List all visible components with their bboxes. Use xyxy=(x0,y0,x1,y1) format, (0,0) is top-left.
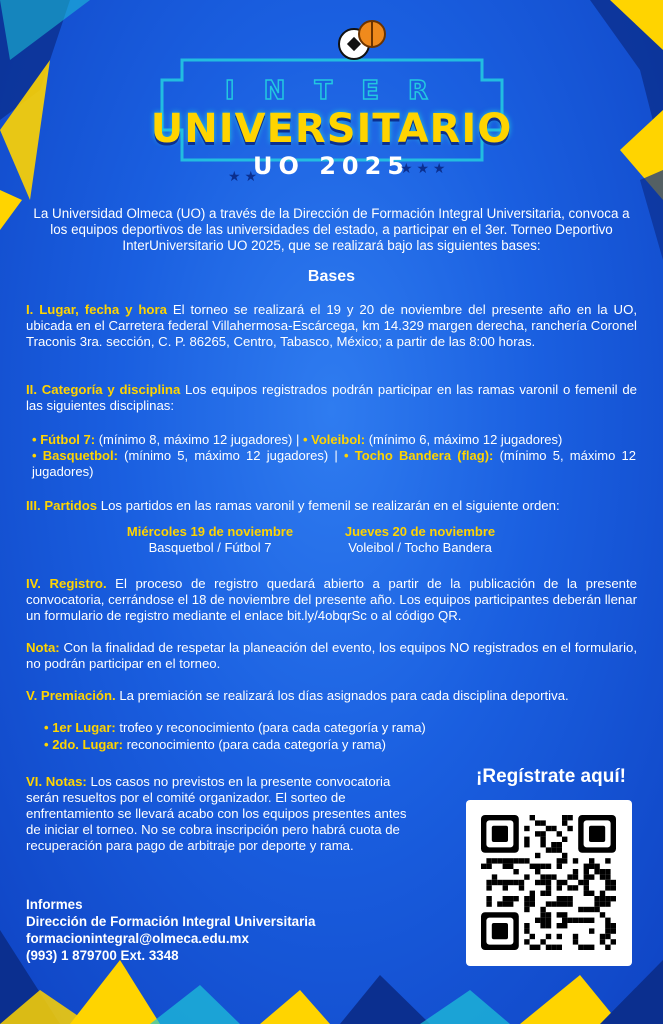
qr-code-image xyxy=(466,800,632,966)
basquet-label: Basquetbol: xyxy=(42,448,118,463)
section-nota-text: Con la finalidad de respetar la planeación del evento, los equipos NO registrados en el formulario, no podrán participar en el torneo. xyxy=(26,640,637,671)
logo-title: UNIVERSITARIO xyxy=(150,106,513,152)
section-premiacion-text: La premiación se realizará los días asignados para cada disciplina deportiva. xyxy=(115,688,569,703)
contact-title: Informes xyxy=(26,897,83,912)
registration-qr-code[interactable] xyxy=(466,800,632,966)
tocho-label: Tocho Bandera (flag): xyxy=(354,448,494,463)
section-categoria-text: Los equipos registrados podrán participar en las ramas varonil o femenil de las siguientes disciplinas: xyxy=(26,382,637,413)
schedule-day-1-sports: Basquetbol / Fútbol 7 xyxy=(148,540,272,555)
section-nota-label: Nota: xyxy=(26,640,60,655)
star-icon: ★ ★ xyxy=(228,168,257,184)
section-registro-label: IV. Registro. xyxy=(26,576,107,591)
voleibol-label: Voleibol: xyxy=(311,432,366,447)
logo-inter: I N T E R xyxy=(224,76,439,106)
futbol-label: Fútbol 7: xyxy=(40,432,96,447)
section-lugar xyxy=(26,302,637,350)
disciplines-row-1: • Fútbol 7: (mínimo 8, máximo 12 jugadores) | • Voleibol: (mínimo 6, máximo 12 jugadores) xyxy=(32,432,563,447)
prize-item-2: • 2do. Lugar: reconocimiento (para cada categoría y rama) xyxy=(44,737,386,752)
section-nota xyxy=(26,640,637,672)
prize-item-1: • 1er Lugar: trofeo y reconocimiento (para cada categoría y rama) xyxy=(44,720,426,735)
contact-block xyxy=(26,896,315,964)
section-categoria-label: II. Categoría y disciplina xyxy=(26,382,181,397)
section-partidos xyxy=(26,498,637,514)
separator: | xyxy=(334,448,338,463)
section-notas-text: Los casos no previstos en la presente convocatoria serán resueltos por el comité organizador. El sorteo de enfrentamiento se llevará acabo con los equipos presentes antes de iniciar el torneo. No se cobra inscripción pero habrá cuota de recuperación para pago de arbitraje por deporte y rama. xyxy=(26,774,407,853)
section-premiacion xyxy=(26,688,637,704)
section-partidos-label: III. Partidos xyxy=(26,498,98,513)
contact-dept: Dirección de Formación Integral Universitaria xyxy=(26,914,316,929)
bases-title: Bases xyxy=(307,268,356,285)
section-registro-text: El proceso de registro quedará abierto a partir de la publicación de la presente convocatoria, cerrándose el 18 de noviembre del presente año. Los equipos participantes deberán llenar un formulario de registro mediante el enlace bit.ly/4obqrSc o al código QR. xyxy=(26,576,637,623)
contact-phone: (993) 1 879700 Ext. 3348 xyxy=(26,948,179,963)
schedule-day-2 xyxy=(330,524,510,556)
section-registro xyxy=(26,576,637,624)
section-partidos-text: Los partidos en las ramas varonil y femenil se realizarán en el siguiente orden: xyxy=(97,498,560,513)
disciplines-row-2: • Basquetbol: (mínimo 5, máximo 12 jugadores) | • Tocho Bandera (flag): (mínimo 5, máximo 12 jugadores) xyxy=(32,448,636,479)
logo-edition: UO 2025 xyxy=(252,152,411,180)
futbol-text: (mínimo 8, máximo 12 jugadores) xyxy=(95,432,293,447)
section-notas xyxy=(26,774,423,854)
schedule-day-2-sports: Voleibol / Tocho Bandera xyxy=(348,540,492,555)
star-icon: ★ ★ ★ xyxy=(400,160,446,176)
schedule-day-1 xyxy=(100,524,320,556)
schedule-day-2-title: Jueves 20 de noviembre xyxy=(344,524,496,539)
section-categoria xyxy=(26,382,637,414)
section-notas-label: VI. Notas: xyxy=(26,774,87,789)
basketball-icon xyxy=(358,20,386,48)
section-lugar-text: El torneo se realizará el 19 y 20 de noviembre del presente año en la UO, ubicada en el Carretera federal Villahermosa-Escárcega, km 14.329 margen derecha, ranchería Coronel Traconis 3ra. sección, C. P. 86265, Centro, Tabasco, México; a partir de las 8:00 horas. xyxy=(26,302,637,349)
tocho-text: (mínimo 5, máximo 12 jugadores) xyxy=(32,448,636,479)
basquet-text: (mínimo 5, máximo 12 jugadores) xyxy=(117,448,329,463)
contact-email[interactable]: formacionintegral@olmeca.edu.mx xyxy=(26,931,249,946)
intro-text: La Universidad Olmeca (UO) a través de la Dirección de Formación Integral Universitaria, convoca a los equipos deportivos de las universidades del estado, a participar en el 3er. Torneo Deportivo InterUniversitario UO 2025, que se realizará bajo las siguientes bases: xyxy=(33,206,630,253)
section-lugar-label: I. Lugar, fecha y hora xyxy=(26,302,167,317)
voleibol-text: (mínimo 6, máximo 12 jugadores) xyxy=(365,432,563,447)
separator: | xyxy=(295,432,300,447)
schedule-day-1-title: Miércoles 19 de noviembre xyxy=(126,524,294,539)
section-premiacion-label: V. Premiación. xyxy=(26,688,116,703)
register-cta: ¡Regístrate aquí! xyxy=(476,766,626,787)
